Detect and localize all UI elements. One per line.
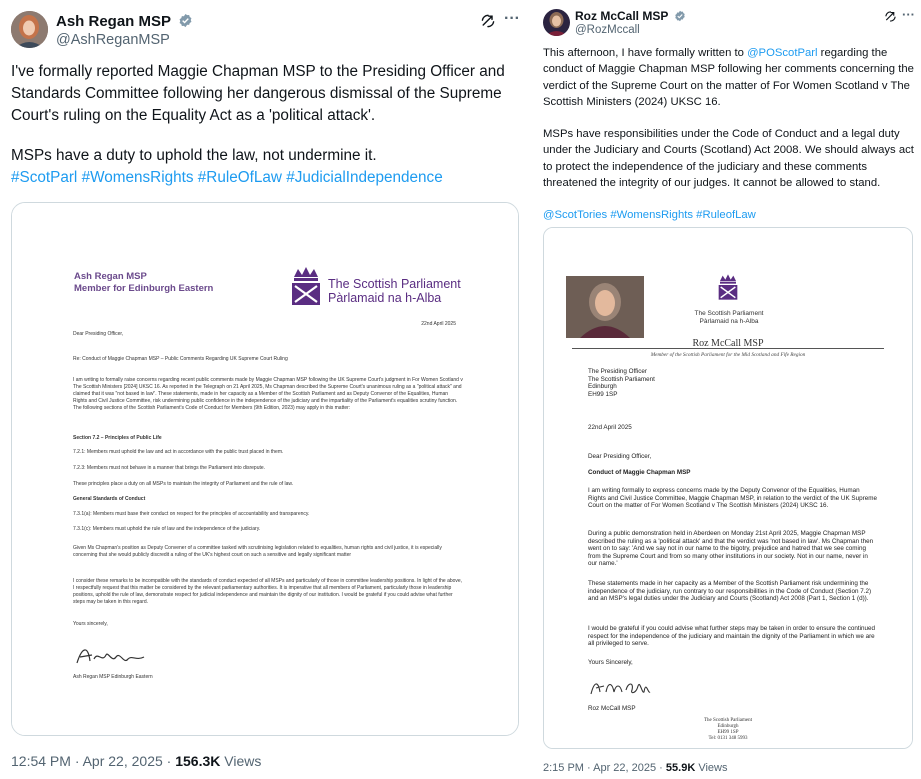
parliament-name-en: The Scottish Parliament [328,277,461,291]
letter-item: 7.2.3: Members must not behave in a manner that brings the Parliament into disrepute. [73,465,266,471]
letter-paragraph: During a public demonstration held in Aberdeen on Monday 21st April 2025, Maggie Chapman MSP described the ruling as a 'political attack' and that the verdict was 'not based in law'. Ms Chapman then went on to say: 'And we say not in our name to the bigotry, prejudice and hatred that we see coming from the Supreme Court and from so many other institutions in our society. Not in our name, never in our name.' [588,530,874,568]
letter-item: 7.3.1(a): Members must base their conduct on respect for the principles of accountability and transparency. [73,511,310,517]
letter-item: 7.3.1(c): Members must uphold the rule of law and the independence of the judiciary. [73,526,261,532]
address-line: Edinburgh [588,383,617,391]
address-line: EH99 1SP [588,390,618,398]
signature-name: Roz McCall MSP [588,705,636,712]
post-time[interactable]: 12:54 PM · Apr 22, 2025 · [11,753,176,769]
text-segment: This afternoon, I have formally written to [543,47,748,59]
recipient-address [588,368,878,398]
post-time[interactable]: 2:15 PM · Apr 22, 2025 · [543,762,666,774]
post-text [543,45,915,224]
post-paragraph: MSPs have a duty to uphold the law, not undermine it. [11,147,377,164]
letter-paragraph: I am writing to formally raise concerns regarding recent public comments made by Maggie Chapman MSP following the UK Supreme Court's judgment in For Women Scotland v The Scottish Ministers [2024] UKSC 16. As reported in the Telegraph on 21 April 2025, Ms Chapman described the Supreme Court's unanimous ruling as a "political attack" and claimed that it was "not based in law". These statements, made in her capacity as a Member of the Scottish Parliament and as Deputy Convenor of the Equalities, Human Rights and Civil Justice Committee, risk undermining public confidence in the independence of the judiciary and the impartiality of the Parliament's equalities scrutiny function. The following sections of the Scottish Parliament's Code of Conduct for Members (9th Edition, 2023) may apply in this matter: [73,377,463,411]
verified-badge-icon [674,10,686,22]
post-timestamp[interactable] [11,753,261,769]
letter-paragraph: I would be grateful if you could advise what further steps may be taken in order to ensure the continued respect for the independence of the judiciary and maintain the dignity of the Parliament in which we are all privileged to serve. [588,625,876,648]
views-label: Views [220,753,262,769]
address-line: The Presiding Officer [588,368,648,375]
parliament-name-gd: Pàrlamaid na h-Alba [699,318,759,325]
letter-paragraph: I am writing formally to express concerns made by the Deputy Convenor of the Equalities, Human Rights and Civil Justice Committee, Maggie Chapman MSP, in relation to the verdict of the UK Supreme Court on the matter of For Women Scotland v The Scottish Ministers (2024) UKSC 16. [588,487,877,510]
grok-icon[interactable] [480,13,496,34]
author-handle[interactable]: @AshReganMSP [56,32,170,48]
signature-icon [588,676,658,698]
letter-salutation: Dear Presiding Officer, [588,453,652,460]
sender-constituency: Member for Edinburgh Eastern [74,283,214,294]
avatar[interactable] [543,9,570,36]
hashtag-link[interactable]: #ScotParl [11,169,78,186]
footer-line: EH99 1SP [717,730,739,735]
author-name[interactable] [56,13,193,30]
parliament-crest-icon [288,265,324,307]
post-paragraph: MSPs have responsibilities under the Code of Conduct and a legal duty under the Judiciary and Courts (Scotland) Act 2008. We should always act to protect the independence of the judiciary and these comments threatened the integrity of our judges. It cannot be allowed to stand. [543,128,914,190]
letter-closing: Yours Sincerely, [588,659,633,666]
divider [572,348,884,349]
sender-name: Ash Regan MSP [74,271,147,282]
view-count: 55.9K [665,762,696,774]
letter-footer [544,718,912,742]
hashtag-link[interactable]: #WomensRights [81,169,194,186]
parliament-name-en: The Scottish Parliament [694,310,764,317]
more-options-icon[interactable]: ··· [504,10,520,27]
letter-document [544,228,912,748]
letter-paragraph: I consider these remarks to be incompatible with the standards of conduct expected of all MSPs and particularly of those in committee leadership positions. In light of the above, I respectfully request that this matter be considered by the relevant parliamentary authorities. It is imperative that all members of Parliament, particularly those in leadership positions, uphold the rule of law, demonstrate respect for judicial independence and maintain the dignity of our institution. I would be grateful if you could advise what further steps may be taken in this regard. [73,578,463,605]
verified-badge-icon [178,13,193,28]
footer-line: Edinburgh [717,724,739,729]
author-name-text[interactable]: Ash Regan MSP [56,13,171,30]
author-handle[interactable]: @RozMccall [575,24,640,36]
view-count: 156.3K [175,753,221,769]
author-name-text[interactable]: Roz McCall MSP [575,9,669,23]
letter-paragraph: Given Ms Chapman's position as Deputy Convener of a committee tasked with scrutinising legislation related to equalities, human rights and civil justice, it is especially concerning that she would publicly discredit a ruling of the UK's highest court on such a sensitive and legally significant matter [73,545,442,558]
views-label: Views [695,762,728,774]
letter-paragraph: These statements made in her capacity as a Member of the Scottish Parliament risk undermining the independence of the judiciary, run contrary to our responsibilities in the Code of Conduct (Section 7.2) and an MSP's legal duties under the Judiciary and Courts (Scotland) Act 2008 (Part 1, Section 1 (d)). [588,580,872,603]
signature-icon [74,641,154,669]
avatar[interactable] [11,11,48,48]
text-segment: regarding the conduct of Maggie Chapman MSP following her comments concerning the verdict of the Supreme Court on the matter of For Women Scotland v The Scottish Ministers (2024) UKSC 16. [543,47,914,108]
portrait-person-icon [566,276,644,338]
hashtag-link[interactable]: #RuleOfLaw [197,169,282,186]
letter-heading: Section 7.2 – Principles of Public Life [73,435,162,441]
post-timestamp[interactable] [543,762,727,774]
hashtag-link[interactable]: #RuleofLaw [696,209,756,222]
avatar-photo-icon [543,9,570,36]
avatar-photo-icon [11,11,48,48]
grok-icon[interactable] [884,10,897,28]
letter-document [12,203,518,735]
hashtag-link[interactable]: #WomensRights [610,209,694,222]
letter-closing: Yours sincerely, [73,621,108,627]
more-options-icon[interactable]: ··· [902,7,915,22]
portrait-photo [566,276,644,338]
signature-name: Ash Regan MSP Edinburgh Eastern [73,674,153,680]
attached-image[interactable] [543,227,913,749]
hashtag-list [543,207,915,223]
hashtag-link[interactable]: #JudicialIndependence [286,169,443,186]
letter-item: 7.2.1: Members must uphold the law and act in accordance with the public trust placed in them. [73,449,284,455]
mention-link[interactable]: @POScotParl [747,47,818,59]
footer-line: Tel: 0131 348 5993 [708,736,748,741]
parliament-crest-icon [716,273,740,301]
letter-date: 22nd April 2025 [588,424,632,431]
parliament-name [674,310,784,326]
post-text [11,61,525,189]
parliament-logo [288,265,488,307]
hashtag-list [11,167,525,189]
attached-image[interactable] [11,202,519,736]
letter-item: These principles place a duty on all MSPs to maintain the integrity of Parliament and the rule of law. [73,481,294,487]
post-paragraph: I've formally reported Maggie Chapman MSP to the Presiding Officer and Standards Committee following her dangerous dismissal of the Supreme Court's ruling on the Equality Act as a 'political attack'. [11,63,505,124]
letter-heading: General Standards of Conduct [73,496,146,502]
author-name[interactable] [575,9,686,23]
member-description: Member of the Scottish Parliament for the Mid Scotland and Fife Region [650,352,806,358]
letter-sender [74,271,213,295]
letter-subject: Conduct of Maggie Chapman MSP [588,469,691,476]
letter-subject: Re: Conduct of Maggie Chapman MSP – Public Comments Regarding UK Supreme Court Ruling [73,356,288,362]
letter-salutation: Dear Presiding Officer, [73,331,124,337]
mention-link[interactable]: @ScotTories [543,209,608,222]
parliament-name-gd: Pàrlamaid na h-Alba [328,291,442,305]
address-line: The Scottish Parliament [588,375,655,383]
letter-date: 22nd April 2025 [421,321,456,327]
post-paragraph [543,45,915,110]
letter-author-name: Roz McCall MSP [692,338,764,349]
footer-line: The Scottish Parliament [703,718,753,723]
post-roz-mccall[interactable] [534,0,921,779]
